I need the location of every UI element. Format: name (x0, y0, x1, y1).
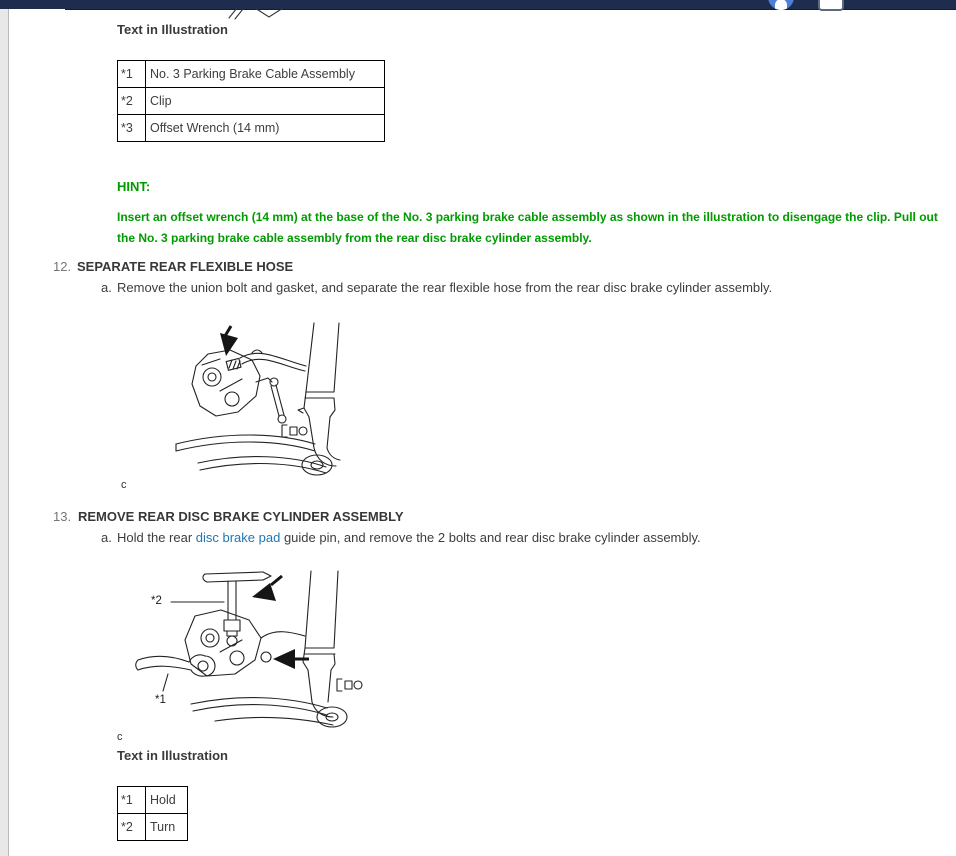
text-in-illustration-table-2 (117, 786, 188, 841)
app-header-bar (0, 0, 956, 9)
previous-illustration-fragment (225, 5, 295, 20)
disc-brake-pad-link[interactable]: disc brake pad (195, 530, 281, 545)
hint-label: HINT: (117, 179, 151, 194)
substep-letter: a. (101, 280, 112, 295)
step-12-number: 12. (53, 259, 72, 274)
text-in-illustration-heading-1: Text in Illustration (117, 22, 228, 37)
table-value: Offset Wrench (14 mm) (146, 115, 385, 142)
step-13-title: REMOVE REAR DISC BRAKE CYLINDER ASSEMBLY (78, 509, 404, 524)
table-value: Turn (146, 814, 188, 841)
table-row (118, 88, 385, 115)
substep-text-before: Hold the rear (117, 530, 196, 545)
step-12-title: SEPARATE REAR FLEXIBLE HOSE (77, 259, 294, 274)
table-row (118, 115, 385, 142)
hint-text: Insert an offset wrench (14 mm) at the base of the No. 3 parking brake cable assembly as shown in the illustration to disengage the clip. Pull out the No. 3 parking brake cable assembly from the rear disc brake cylinder assembly. (117, 210, 938, 245)
chat-icon[interactable] (818, 0, 844, 11)
illustration-flexible-hose (168, 322, 352, 490)
step-12-substep-text: Remove the union bolt and gasket, and separate the rear flexible hose from the rear disc brake cylinder assembly. (117, 280, 773, 295)
table-value: No. 3 Parking Brake Cable Assembly (146, 61, 385, 88)
substep-letter: a. (101, 530, 112, 545)
table-key: *1 (118, 61, 146, 88)
text-in-illustration-table-1 (117, 60, 385, 142)
illustration-label-1: *1 (155, 694, 166, 706)
substep-text-after: guide pin, and remove the 2 bolts and rear disc brake cylinder assembly. (280, 530, 701, 545)
table-value: Clip (146, 88, 385, 115)
illustration-caption-2: c (117, 731, 123, 743)
table-key: *2 (118, 814, 146, 841)
table-key: *1 (118, 787, 146, 814)
brake-caliper-line-art (168, 322, 352, 490)
step-13-number: 13. (53, 509, 72, 524)
guide-pin-line-art (135, 570, 380, 741)
table-key: *3 (118, 115, 146, 142)
table-row (118, 814, 188, 841)
table-value: Hold (146, 787, 188, 814)
table-row (118, 61, 385, 88)
step-13-substep-text (117, 530, 929, 545)
table-row (118, 787, 188, 814)
text-in-illustration-heading-2: Text in Illustration (117, 748, 228, 763)
person-icon (775, 0, 787, 10)
illustration-caption-1: c (121, 479, 127, 491)
illustration-label-2: *2 (151, 595, 162, 607)
arrow-icon (273, 649, 295, 669)
table-key: *2 (118, 88, 146, 115)
illustration-cylinder-removal (135, 570, 380, 741)
window-left-edge (0, 9, 9, 856)
